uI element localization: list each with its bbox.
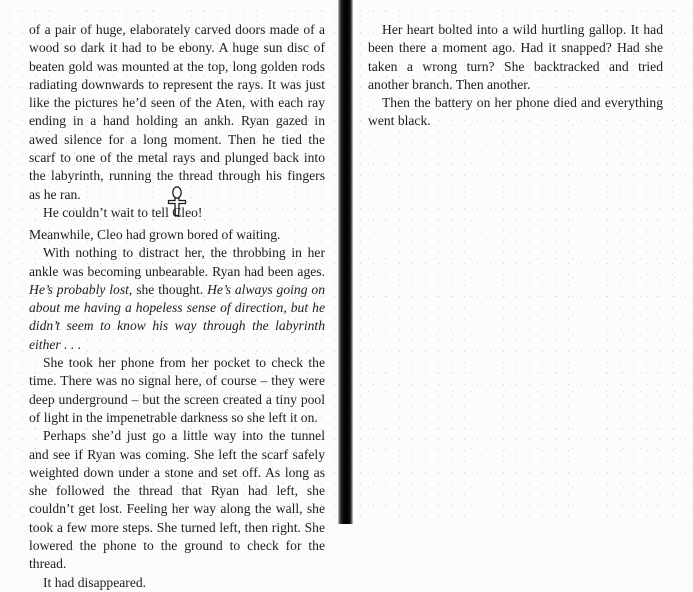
paragraph: Then the battery on her phone died and everything went black. [368,95,663,129]
paragraph: Her heart bolted into a wild hurtling gallop. It had been there a moment ago. Had it snapped? Had she taken a wrong turn? She backtracked and tried another branch. Then another. [368,22,663,92]
text-run: With nothing to distract her, the throbbing in her ankle was becoming unbearable. Ryan had been ages. [29,245,325,279]
paragraph: Meanwhile, Cleo had grown bored of waiting. [29,227,281,242]
book-spine-gutter [338,0,353,524]
left-page-text-section-2 [29,226,325,592]
paragraph: She took her phone from her pocket to check the time. There was no signal here, of course – they were deep underground – but the screen created a tiny pool of light in the impenetrable darkness so she left it on. [29,355,325,425]
text-run: she thought. [132,281,208,297]
italic-text-run: He’s probably lost, [29,281,133,297]
italic-text-run: He’s always going on about me having a hopeless sense of direction, but he didn’t seem to know his way through the labyrinth either . . . [29,281,325,352]
ankh-body [169,198,186,216]
ankh-icon [165,186,189,217]
right-page-text [368,21,663,131]
paragraph: He couldn’t wait to tell Cleo! [43,204,203,220]
paragraph: of a pair of huge, elaborately carved doors made of a wood so dark it had to be ebony. A huge sun disc of beaten gold was mounted at the top, long golden rods radiating downwards to represent the rays. It was just like the pictures he’d seen of the Aten, with each ray ending in a hand holding an ankh. Ryan gazed in awed silence for a long moment. Then he tied the scarf to one of the metal rays and plunged back into the labyrinth, running the thread through his fingers as he ran. [29,22,325,202]
paragraph [29,244,325,354]
paragraph: It had disappeared. [43,574,147,590]
ankh-loop [173,187,181,198]
paragraph: Perhaps she’d just go a little way into the tunnel and see if Ryan was coming. She left the scarf safely weighted down under a stone and set off. As long as she followed the thread that Ryan had left, she couldn’t get lost. Feeling her way along the wall, she took a few more steps. She turned left, then right. She lowered the phone to the ground to check for the thread. [29,428,325,572]
